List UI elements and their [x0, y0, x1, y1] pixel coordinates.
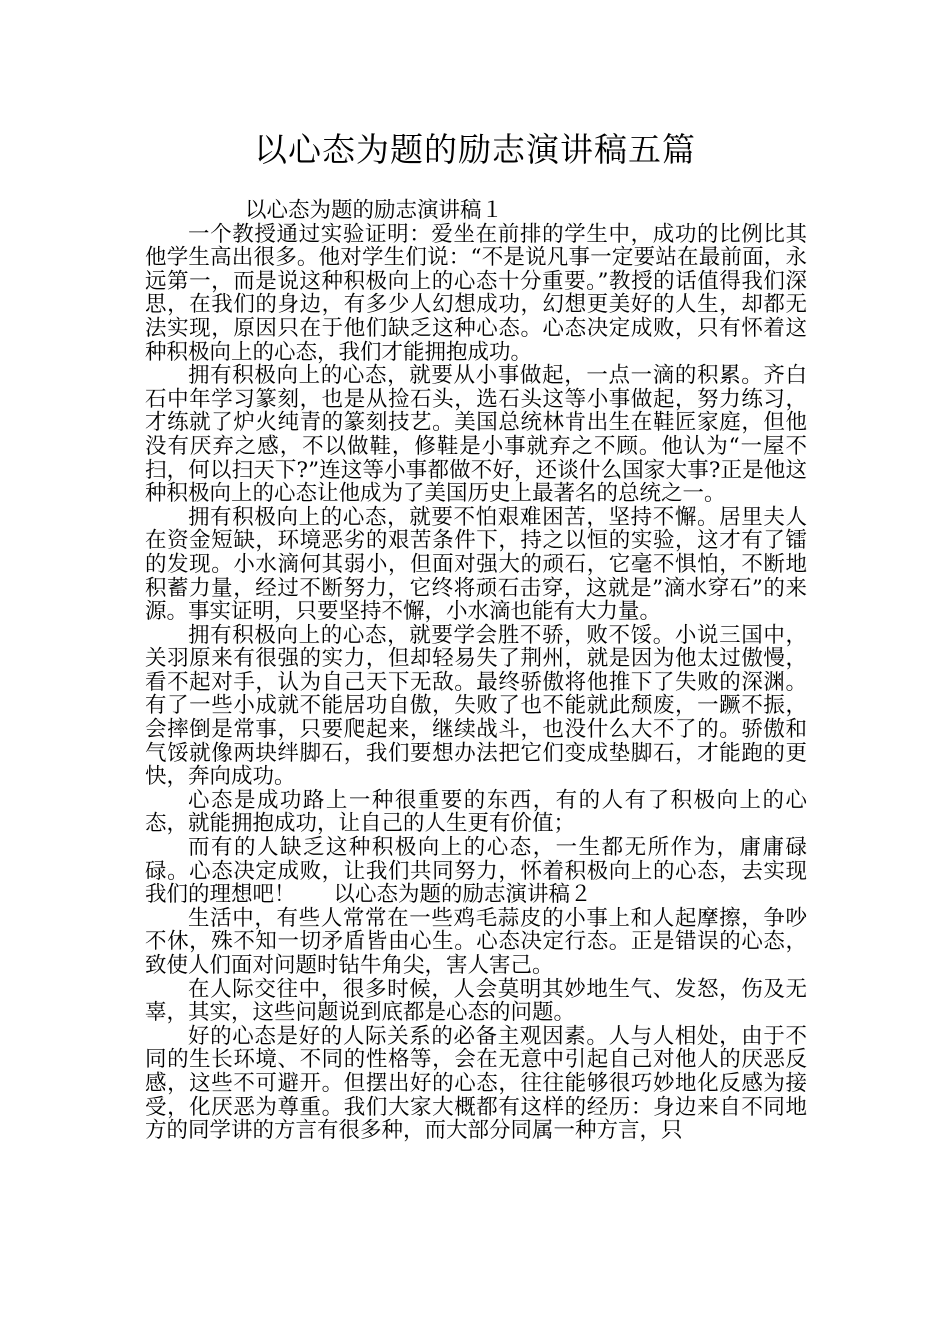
- paragraph: 拥有积极向上的心态，就要学会胜不骄，败不馁。小说三国中，关羽原来有很强的实力，但却轻易失了荆州，就是因为他太过傲慢，看不起对手，认为自己天下无敌。最终骄傲将他推下了失败的深渊。有了一些小成就不能居功自傲，失败了也不能就此颓废，一蹶不振，会摔倒是常事，只要爬起来，继续战斗，也没什么大不了的。骄傲和气馁就像两块绊脚石，我们要想办法把它们变成垫脚石，才能跑的更快，奔向成功。: [145, 622, 807, 790]
- paragraph: 心态是成功路上一种很重要的东西，有的人有了积极向上的心态，就能拥抱成功，让自己的人生更有价值；: [145, 787, 807, 837]
- paragraph: 拥有积极向上的心态，就要不怕艰难困苦，坚持不懈。居里夫人在资金短缺，环境恶劣的艰苦条件下，持之以恒的实验，这才有了镭的发现。小水滴何其弱小，但面对强大的顽石，它毫不惧怕，不断地积蓄力量，经过不断努力，它终将顽石击穿，这就是”滴水穿石”的来源。事实证明，只要坚持不懈，小水滴也能有大力量。: [145, 504, 807, 625]
- document-title: 以心态为题的励志演讲稿五篇: [254, 130, 696, 169]
- paragraph-with-heading: [145, 836, 807, 907]
- paragraph-text: 而有的人缺乏这种积极向上的心态，一生都无所作为，庸庸碌碌。心态决定成败，让我们共同努力，怀着积极向上的心态，去实现我们的理想吧！: [145, 835, 807, 908]
- paragraph: 生活中，有些人常常在一些鸡毛蒜皮的小事上和人起摩擦，争吵不休，殊不知一切矛盾皆由心生。心态决定行态。正是错误的心态，致使人们面对问题时钻牛角尖，害人害己。: [145, 905, 807, 978]
- paragraph: 拥有积极向上的心态，就要从小事做起，一点一滴的积累。齐白石中年学习篆刻，也是从捡石头，选石头这等小事做起，努力练习，才练就了炉火纯青的篆刻技艺。美国总统林肯出生在鞋匠家庭，但他没有厌弃之感，不以做鞋，修鞋是小事就弃之不顾。他认为“一屋不扫，何以扫天下?”连这等小事都做不好，还谈什么国家大事?正是他这种积极向上的心态让他成为了美国历史上最著名的总统之一。: [145, 363, 807, 507]
- section-heading-1: 以心态为题的励志演讲稿１: [245, 198, 504, 223]
- paragraph: 在人际交往中，很多时候，人会莫明其妙地生气、发怒，伤及无辜，其实，这些问题说到底都是心态的问题。: [145, 976, 807, 1026]
- document-body: [145, 199, 807, 1143]
- paragraph: 好的心态是好的人际关系的必备主观因素。人与人相处，由于不同的生长环境、不同的性格等，会在无意中引起自己对他人的厌恶反感，这些不可避开。但摆出好的心态，往往能够很巧妙地化反感为接受，化厌恶为尊重。我们大家大概都有这样的经历：身边来自不同地方的同学讲的方言有很多种，而大部分同属一种方言，只: [145, 1023, 807, 1144]
- section-heading-2: 以心态为题的励志演讲稿２: [333, 882, 592, 908]
- paragraph: 一个教授通过实验证明：爱坐在前排的学生中，成功的比例比其他学生高出很多。他对学生们说：“不是说凡事一定要站在最前面，永远第一，而是说这种积极向上的心态十分重要。”教授的话值得我们深思，在我们的身边，有多少人幻想成功，幻想更美好的人生，却都无法实现，原因只在于他们缺乏这种心态。心态决定成败，只有怀着这种积极向上的心态，我们才能拥抱成功。: [145, 221, 807, 365]
